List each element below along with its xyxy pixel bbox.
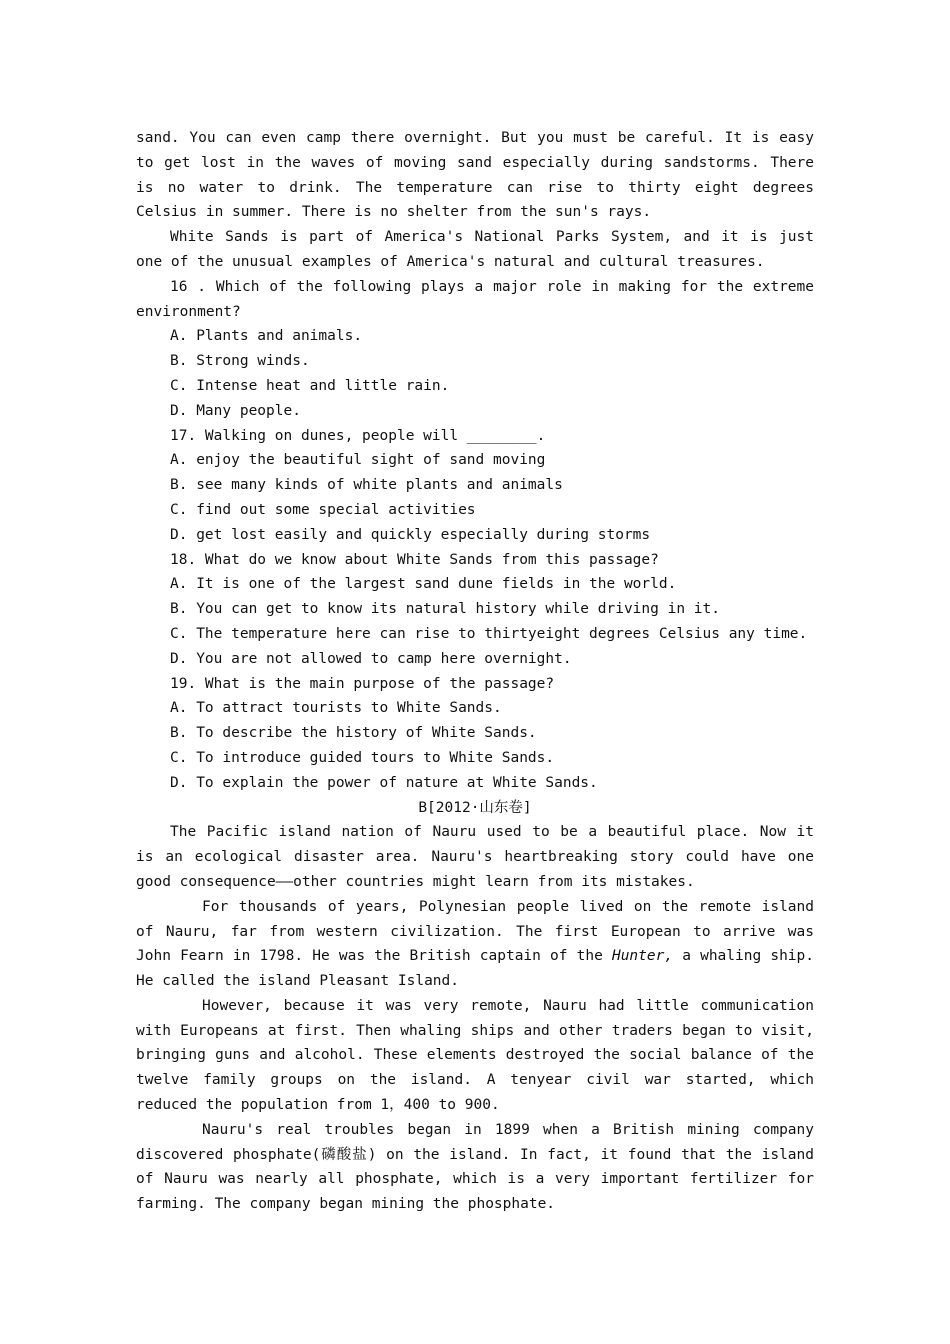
paragraph-text: For thousands of years, Polynesian people lived on the remote island of Nauru, far from western civilization. The first European to arrive was John Fearn in 1798. He was the British captain of the [136, 898, 814, 965]
paragraph [136, 895, 814, 994]
option: B. You can get to know its natural history while driving in it. [170, 601, 720, 618]
paragraph: White Sands is part of America's National Parks System, and it is just one of the unusual examples of America's natural and cultural treasures. [136, 229, 814, 270]
paragraph: Nauru's real troubles began in 1899 when a British mining company discovered phosphate(磷酸盐) on the island. In fact, it found that the island of Nauru was nearly all phosphate, which is a very important fertilizer for farming. The company began mining the phosphate. [136, 1121, 814, 1213]
option: C. find out some special activities [170, 501, 476, 518]
option: D. To explain the power of nature at White Sands. [170, 774, 598, 791]
option: D. Many people. [170, 402, 301, 419]
question-stem: 17. Walking on dunes, people will ________. [170, 427, 546, 444]
question-stem: 19. What is the main purpose of the passage? [170, 675, 555, 692]
option: A. It is one of the largest sand dune fields in the world. [170, 576, 677, 593]
option: D. You are not allowed to camp here overnight. [170, 650, 572, 667]
option: D. get lost easily and quickly especially during storms [170, 526, 651, 543]
question-stem: 16 . Which of the following plays a major role in making for the extreme environment? [136, 278, 814, 320]
paragraph-text: a whaling ship. He called the island Pleasant Island. [136, 948, 814, 990]
question-stem: 18. What do we know about White Sands from this passage? [170, 551, 659, 568]
option: A. To attract tourists to White Sands. [170, 700, 502, 717]
option: C. The temperature here can rise to thirtyeight degrees Celsius any time. [170, 625, 808, 642]
option: B. To describe the history of White Sands. [170, 725, 537, 742]
option: B. see many kinds of white plants and animals [170, 477, 563, 494]
option: A. Plants and animals. [170, 328, 363, 345]
text-column [136, 126, 814, 1217]
option: C. Intense heat and little rain. [170, 377, 450, 394]
option: A. enjoy the beautiful sight of sand moving [170, 452, 546, 469]
option: C. To introduce guided tours to White Sands. [170, 749, 555, 766]
ship-name: Hunter, [611, 948, 674, 965]
paragraph: sand. You can even camp there overnight. But you must be careful. It is easy to get lost in the waves of moving sand especially during sandstorms. There is no water to drink. The temperature can rise to thirty eight degrees Celsius in summer. There is no shelter from the sun's rays. [136, 130, 814, 221]
paragraph: The Pacific island nation of Nauru used to be a beautiful place. Now it is an ecological disaster area. Nauru's heartbreaking story could have one good consequence——other countries might learn from its mistakes. [136, 824, 814, 890]
section-heading: B[2012·山东卷] [418, 799, 532, 816]
option: B. Strong winds. [170, 353, 310, 370]
paragraph: However, because it was very remote, Nauru had little communication with Europeans at first. Then whaling ships and other traders began to visit, bringing guns and alcohol. These elements destroyed the social balance of the twelve family groups on the island. A tenyear civil war started, which reduced the population from 1，400 to 900. [136, 997, 814, 1114]
